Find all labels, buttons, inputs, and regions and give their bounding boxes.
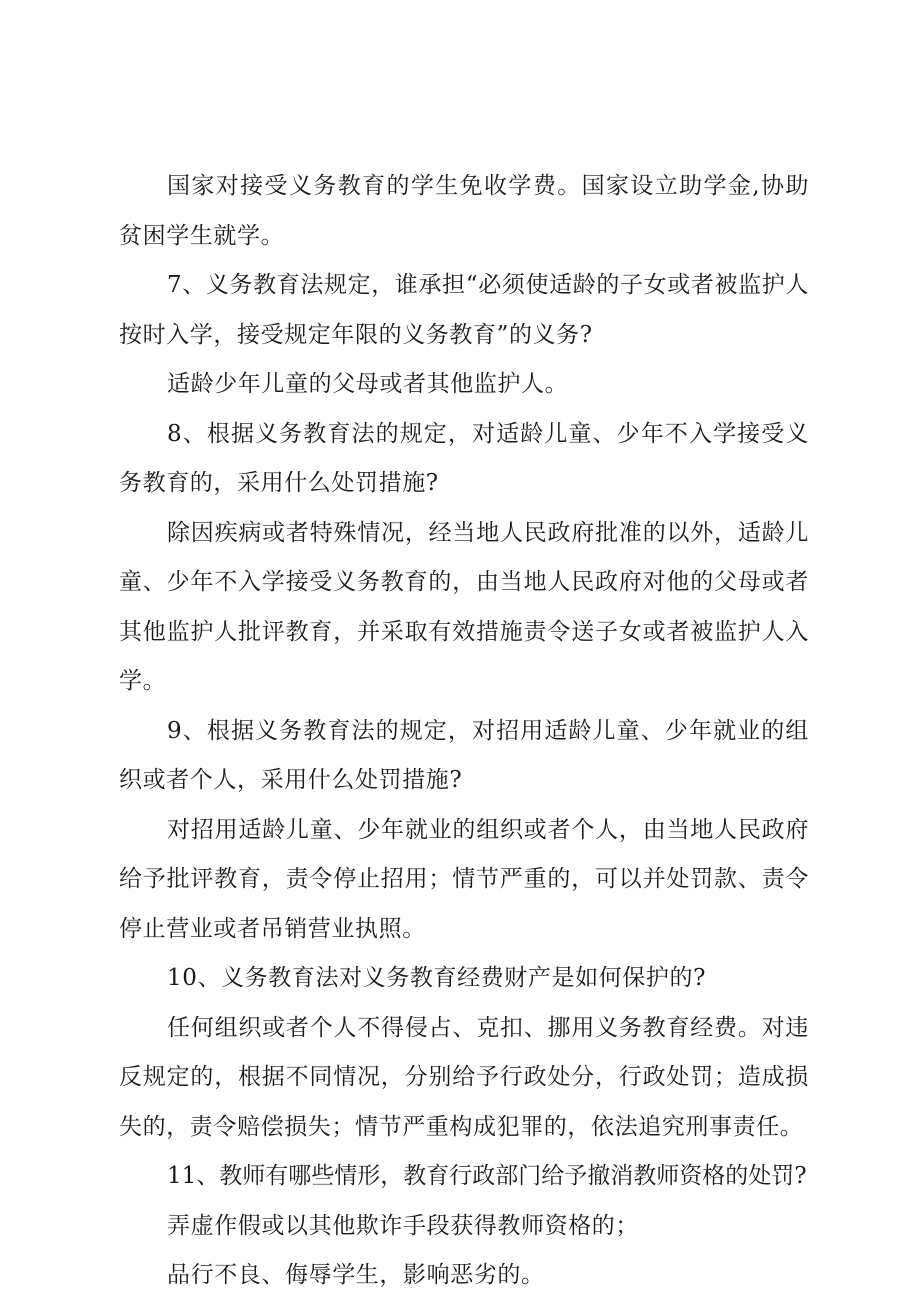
- question-7: 7、义务教育法规定，谁承担“必须使适龄的子女或者被监护人按时入学，接受规定年限的义务教育”的义务?: [119, 272, 809, 348]
- answer-8: 除因疾病或者特殊情况，经当地人民政府批准的以外，适龄儿童、少年不入学接受义务教育的，由当地人民政府对他的父母或者其他监护人批评教育，并采取有效措施责令送子女或者被监护人入学。: [119, 519, 809, 694]
- question-8: 8、根据义务教育法的规定，对适龄儿童、少年不入学接受义务教育的，采用什么处罚措施?: [119, 420, 809, 496]
- answer-11-item-2: 品行不良、侮辱学生，影响恶劣的。: [167, 1262, 545, 1288]
- answer-9: 对招用适龄儿童、少年就业的组织或者个人，由当地人民政府给予批评教育，责令停止招用；情节严重的，可以并处罚款、责令停止营业或者吊销营业执照。: [119, 816, 809, 942]
- answer-10: 任何组织或者个人不得侵占、克扣、挪用义务教育经费。对违反规定的，根据不同情况，分别给予行政处分，行政处罚；造成损失的，责令赔偿损失；情节严重构成犯罪的，依法追究刑事责任。: [119, 1014, 809, 1140]
- paragraph-tuition-free: 国家对接受义务教育的学生免收学费。国家设立助学金,协助贫困学生就学。: [119, 173, 809, 249]
- answer-7: 适龄少年儿童的父母或者其他监护人。: [167, 371, 569, 397]
- question-9: 9、根据义务教育法的规定，对招用适龄儿童、少年就业的组织或者个人，采用什么处罚措施?: [119, 717, 809, 793]
- document-body: [119, 162, 809, 1301]
- question-11: 11、教师有哪些情形，教育行政部门给予撤消教师资格的处罚?: [167, 1163, 807, 1189]
- question-10: 10、义务教育法对义务教育经费财产是如何保护的?: [167, 965, 706, 991]
- answer-11-item-1: 弄虚作假或以其他欺诈手段获得教师资格的；: [167, 1212, 639, 1239]
